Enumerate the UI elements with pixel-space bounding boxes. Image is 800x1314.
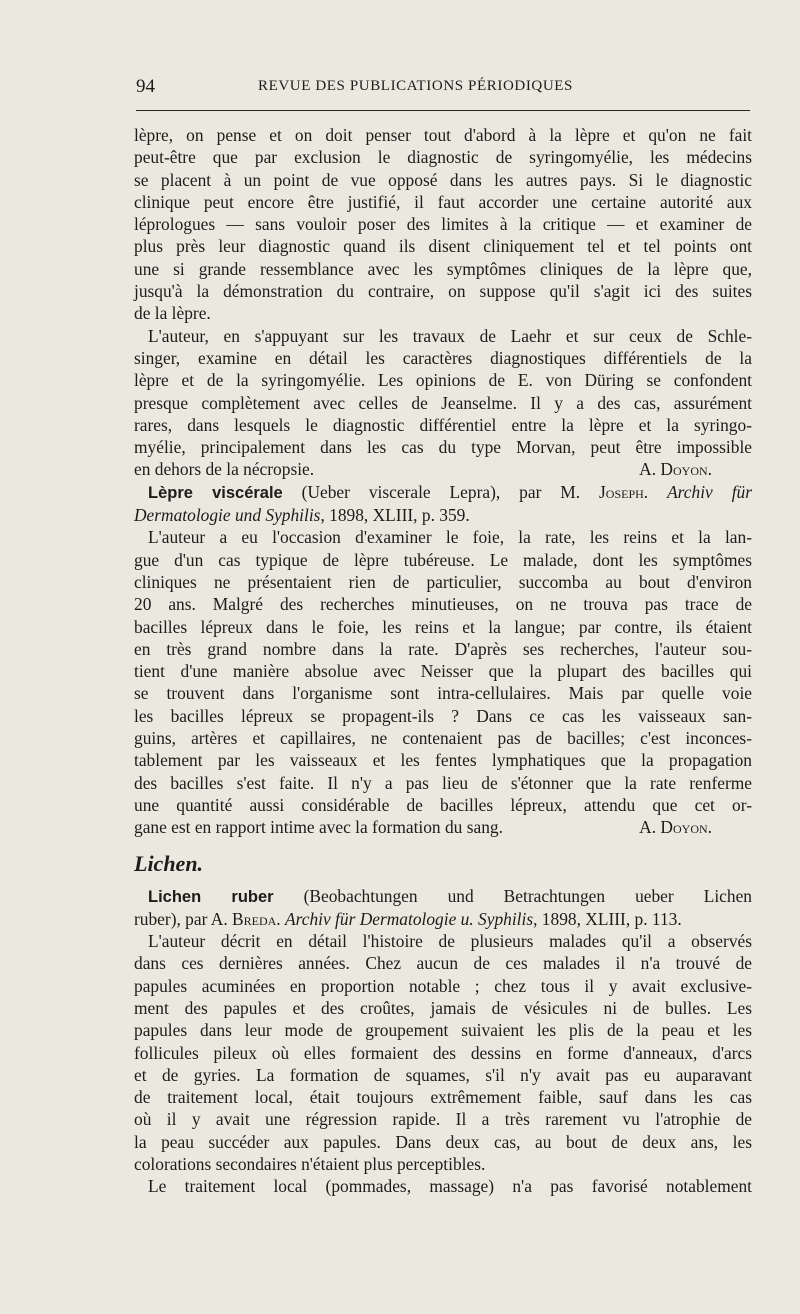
text-line: gane est en rapport intime avec la formation du sang. (134, 817, 503, 838)
entry-title: Lichen ruber (148, 887, 274, 906)
text-line: myélie, principalement dans les cas du type Morvan, peut être impossible (134, 437, 752, 458)
text-line: L'auteur décrit en détail l'histoire de plusieurs malades qu'il a observés (148, 931, 752, 952)
entry-text: . (276, 908, 285, 929)
entry-line (134, 504, 752, 526)
text-line: presque complètement avec celles de Jeanselme. Il y a des cas, assurément (134, 392, 752, 413)
text-line: L'auteur, en s'appuyant sur les travaux de Laehr et sur ceux de Schle- (148, 325, 752, 346)
text-line: une quantité aussi considérable de bacilles lépreux, attendu que cet or- (134, 794, 752, 815)
text-line: les bacilles lépreux se propagent-ils ? Dans ce cas les vaisseaux san- (134, 705, 752, 726)
entry-text: (Beobachtungen und Betrachtungen ueber Lichen (273, 885, 752, 906)
page-number: 94 (136, 76, 155, 97)
entry-title: Lèpre viscérale (148, 483, 283, 502)
text-line: et de gyries. La formation de squames, s'il n'y avait pas eu auparavant (134, 1064, 752, 1085)
text-line: follicules pileux où elles formaient des dessins en forme d'anneaux, d'arcs (134, 1042, 752, 1063)
entry-text: ruber), par A. (134, 908, 233, 929)
paragraph-3 (134, 526, 752, 838)
header-rule (136, 110, 750, 111)
entry-lepre-viscerale (134, 481, 752, 527)
author-signature: A. Doyon. (639, 459, 712, 480)
text-line: papules acuminées en proportion notable ; chez tous il y avait exclusive- (134, 975, 752, 996)
text-line: 20 ans. Malgré des recherches minutieuses, on ne trouva pas trace de (134, 594, 752, 615)
text-line: dans ces dernières années. Chez aucun de ces malades il n'a trouvé de (134, 953, 752, 974)
text-line: de traitement local, était toujours extrêmement faible, sauf dans les cas (134, 1087, 752, 1108)
running-title: REVUE DES PUBLICATIONS PÉRIODIQUES (258, 78, 573, 94)
text-line: une si grande ressemblance avec les symptômes cliniques de la lèpre que, (134, 258, 752, 279)
entry-text: , 1898, XLIII, p. 359. (320, 505, 470, 526)
text-line: papules dans leur mode de groupement suivaient les plis de la peau et les (134, 1020, 752, 1041)
entry-text: (Ueber viscerale Lepra), par M. (282, 481, 600, 502)
text-line: lèpre, on pense et on doit penser tout d'abord à la lèpre et qu'on ne fait (134, 125, 752, 145)
entry-line (134, 885, 752, 908)
text-line: de la lèpre. (134, 303, 211, 324)
text-line: bacilles lépreux dans le foie, les reins et la langue; par contre, ils étaient (134, 616, 752, 637)
author-signature: A. Doyon. (639, 817, 712, 838)
text-line: L'auteur a eu l'occasion d'examiner le foie, la rate, les reins et la lan- (148, 527, 752, 548)
text-line: la peau succéder aux papules. Dans deux cas, au bout de deux ans, les (134, 1131, 752, 1152)
text-line: où il y avait une régression rapide. Il a très rarement vu l'atrophie de (134, 1109, 752, 1130)
text-line: en très grand nombre dans la rate. D'après ses recherches, l'auteur sou- (134, 638, 752, 659)
text-line: rares, dans lesquels le diagnostic différentiel entre la lèpre et la syringo- (134, 414, 752, 435)
text-line-with-signature (134, 458, 752, 480)
text-line: en dehors de la nécropsie. (134, 459, 315, 480)
text-line: se placent à un point de vue opposé dans les autres pays. Si le diagnostic (134, 169, 752, 190)
text-line: léprologues — sans vouloir poser des limites à la critique — et examiner de (134, 214, 752, 235)
text-line: tablement par les vaisseaux et les fentes lymphatiques que la propagation (134, 750, 752, 771)
text-line: guins, artères et capillaires, ne contenaient pas de bacilles; c'est inconces- (134, 728, 752, 749)
text-line: peut-être que par exclusion le diagnostic de syringomyélie, les médecins (134, 147, 752, 168)
page-body (134, 124, 752, 1198)
text-line: singer, examine en détail les caractères diagnostiques différentiels de la (134, 347, 752, 368)
paragraph-5 (134, 1175, 752, 1197)
journal-title: Archiv für (667, 481, 752, 502)
journal-title: Archiv für Dermatologie u. Syphilis (285, 908, 534, 929)
text-line: des bacilles s'est faite. Il n'y a pas lieu de s'étonner que la rate renferme (134, 772, 752, 793)
page-header (136, 76, 750, 100)
paragraph-2 (134, 325, 752, 481)
paragraph-4 (134, 930, 752, 1175)
entry-author: Joseph (599, 481, 644, 502)
entry-lichen-ruber (134, 885, 752, 931)
text-line-with-signature (134, 816, 752, 838)
text-line: ment des papules et des croûtes, jamais de vésicules ni de bulles. Les (134, 997, 752, 1018)
journal-title: Dermatologie und Syphilis (134, 505, 321, 526)
text-line: plus près leur diagnostic quand ils disent cliniquement tel et tel points ont (134, 236, 752, 257)
entry-author: Breda (232, 908, 277, 929)
text-line: cliniques ne présentaient rien de particulier, succomba au bout d'environ (134, 571, 752, 592)
entry-text: , 1898, XLIII, p. 113. (533, 908, 682, 929)
entry-line (134, 481, 752, 504)
text-line: gue d'un cas typique de lèpre tubéreuse. Le malade, dont les symptômes (134, 549, 752, 570)
text-line: colorations secondaires n'étaient plus perceptibles. (134, 1154, 486, 1175)
text-line: tient d'une manière absolue avec Neisser que la plupart des bacilles qui (134, 661, 752, 682)
text-line: clinique peut encore être justifié, il faut accorder une certaine autorité aux (134, 191, 752, 212)
text-line: lèpre et de la syringomyélie. Les opinions de E. von Düring se confondent (134, 370, 752, 391)
paragraph-1 (134, 124, 752, 325)
text-line: Le traitement local (pommades, massage) n'a pas favorisé notablement (148, 1176, 752, 1197)
text-line: se trouvent dans l'organisme sont intra-cellulaires. Mais par quelle voie (134, 683, 752, 704)
section-heading: Lichen. (134, 850, 204, 876)
text-line: jusqu'à la démonstration du contraire, on suppose qu'il s'agit ici des suites (134, 281, 752, 302)
entry-line (134, 908, 752, 930)
entry-text: . (643, 481, 668, 502)
